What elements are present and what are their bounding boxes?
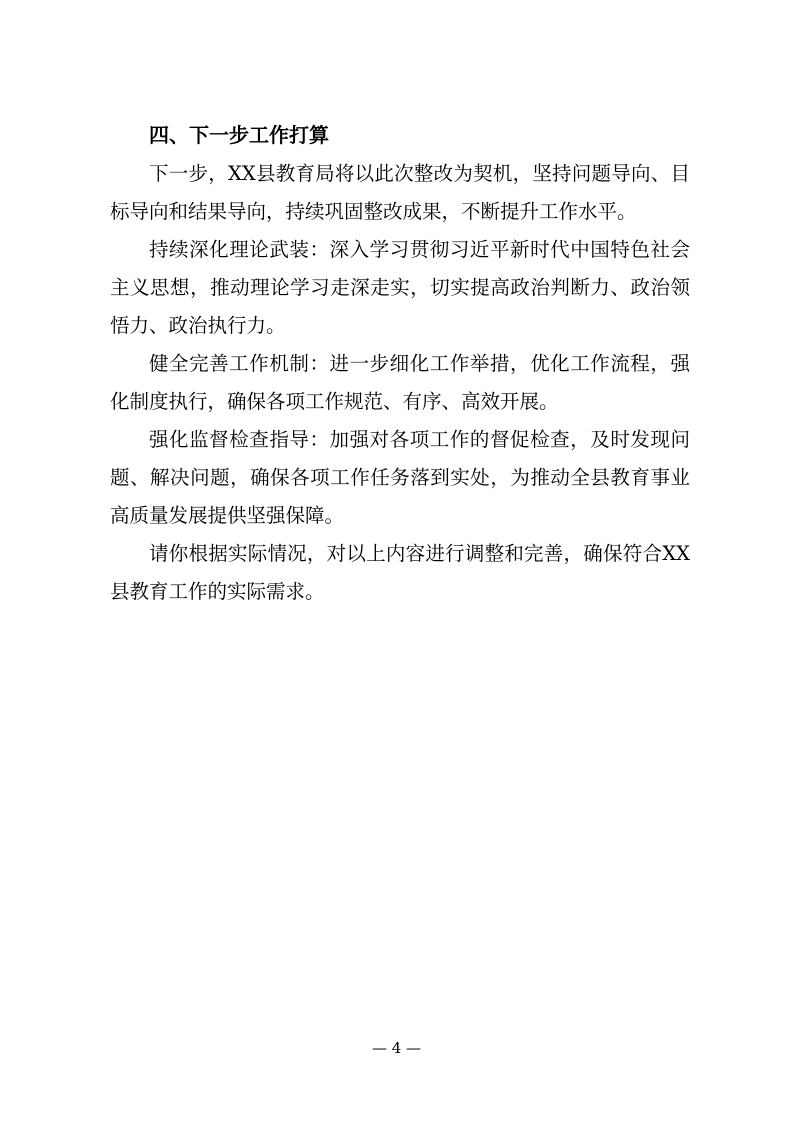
paragraph-supervision: 强化监督检查指导：加强对各项工作的督促检查，及时发现问题、解决问题，确保各项工作任务落到实处，为推动全县教育事业高质量发展提供坚强保障。 (110, 428, 690, 527)
page-number: — 4 — (371, 1039, 422, 1057)
paragraph-next-steps: 下一步，XX县教育局将以此次整改为契机，坚持问题导向、目标导向和结果导向，持续巩固整改成果，不断提升工作水平。 (110, 162, 690, 223)
paragraph-theory-study: 持续深化理论武装：深入学习贯彻习近平新时代中国特色社会主义思想，推动理论学习走深走实，切实提高政治判断力、政治领悟力、政治执行力。 (110, 238, 690, 337)
section-heading: 四、下一步工作打算 (149, 123, 329, 147)
paragraph-work-mechanism: 健全完善工作机制：进一步细化工作举措，优化工作流程，强化制度执行，确保各项工作规范、有序、高效开展。 (110, 352, 690, 413)
paragraph-closing-note: 请你根据实际情况，对以上内容进行调整和完善，确保符合XX县教育工作的实际需求。 (110, 542, 690, 603)
